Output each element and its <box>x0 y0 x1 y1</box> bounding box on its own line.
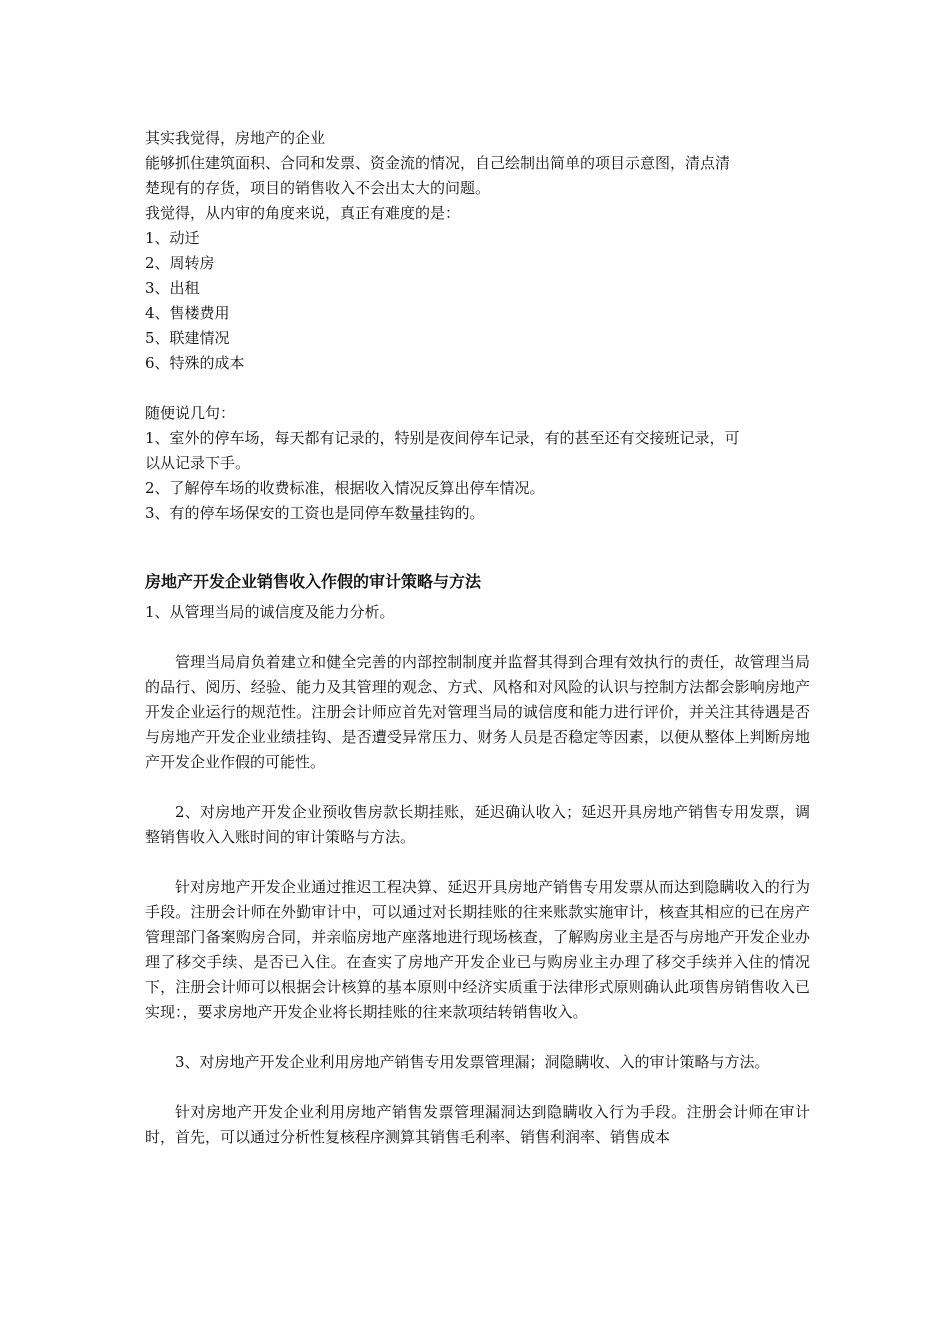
section-1-body: 管理当局肩负着建立和健全完善的内部控制制度并监督其得到合理有效执行的责任，故管理当局的品行、阅历、经验、能力及其管理的观念、方式、风格和对风险的认识与控制方法都会影响房地产开发企业运行的规范性。注册会计师应首先对管理当局的诚信度和能力进行评价，并关注其待遇是否与房地产开发企业业绩挂钩、是否遭受异常压力、财务人员是否稳定等因素，以便从整体上判断房地产开发企业作假的可能性。 <box>145 653 810 771</box>
blank-line <box>145 775 810 800</box>
blank-line <box>145 850 810 875</box>
list-item: 5、联建情况 <box>145 329 230 347</box>
document-page <box>145 126 810 1150</box>
blank-line <box>145 1075 810 1100</box>
list-item: 6、特殊的成本 <box>145 354 245 372</box>
section-1-title: 1、从管理当局的诚信度及能力分析。 <box>145 603 395 621</box>
section-2-body: 针对房地产开发企业通过推迟工程决算、延迟开具房地产销售专用发票从而达到隐瞒收入的行为手段。注册会计师在外勤审计中，可以通过对长期挂账的往来账款实施审计，核查其相应的已在房产管理部门备案购房合同，并亲临房地产座落地进行现场核查，了解购房业主是否与房地产开发企业办理了移交手续、是否已入住。在查实了房地产开发企业已与购房业主办理了移交手续并入住的情况下，注册会计师可以根据会计核算的基本原则中经济实质重于法律形式原则确认此项售房销售收入已实现：，要求房地产开发企业将长期挂账的往来款项结转销售收入。 <box>145 878 810 1021</box>
intro-question: 我觉得，从内审的角度来说，真正有难度的是： <box>145 204 461 222</box>
section-3-body: 针对房地产开发企业利用房地产销售发票管理漏洞达到隐瞒收入行为手段。注册会计师在审计时，首先，可以通过分析性复核程序测算其销售毛利率、销售利润率、销售成本 <box>145 1103 810 1146</box>
article-title: 房地产开发企业销售收入作假的审计策略与方法 <box>145 572 482 591</box>
blank-line <box>145 376 810 401</box>
list-item: 1、动迁 <box>145 229 200 247</box>
list-item: 3、出租 <box>145 279 200 297</box>
section-3-title: 3、对房地产开发企业利用房地产销售专用发票管理漏；洞隐瞒收、入的审计策略与方法。 <box>175 1053 770 1071</box>
list-item: 4、售楼费用 <box>145 304 230 322</box>
blank-line <box>145 1025 810 1050</box>
section-2-title: 2、对房地产开发企业预收售房款长期挂账，延迟确认收入；延迟开具房地产销售专用发票，调整销售收入入账时间的审计策略与方法。 <box>145 803 810 846</box>
note-2: 2、了解停车场的收费标准，根据收入情况反算出停车情况。 <box>145 479 545 497</box>
blank-line <box>145 526 810 568</box>
list-item: 2、周转房 <box>145 254 215 272</box>
note-3: 3、有的停车场保安的工资也是同停车数量挂钩的。 <box>145 504 485 522</box>
difficulty-list <box>145 226 810 376</box>
note-1-line-1: 1、室外的停车场，每天都有记录的，特别是夜间停车记录，有的甚至还有交接班记录，可 <box>145 429 740 447</box>
intro-line-3: 楚现有的存货，项目的销售收入不会出太大的问题。 <box>145 179 491 197</box>
intro-line-1: 其实我觉得，房地产的企业 <box>145 129 326 147</box>
note-1-line-2: 以从记录下手。 <box>145 454 251 472</box>
notes-lead: 随便说几句： <box>145 404 236 422</box>
intro-line-2: 能够抓住建筑面积、合同和发票、资金流的情况，自己绘制出简单的项目示意图，清点清 <box>145 154 731 172</box>
blank-line <box>145 625 810 650</box>
